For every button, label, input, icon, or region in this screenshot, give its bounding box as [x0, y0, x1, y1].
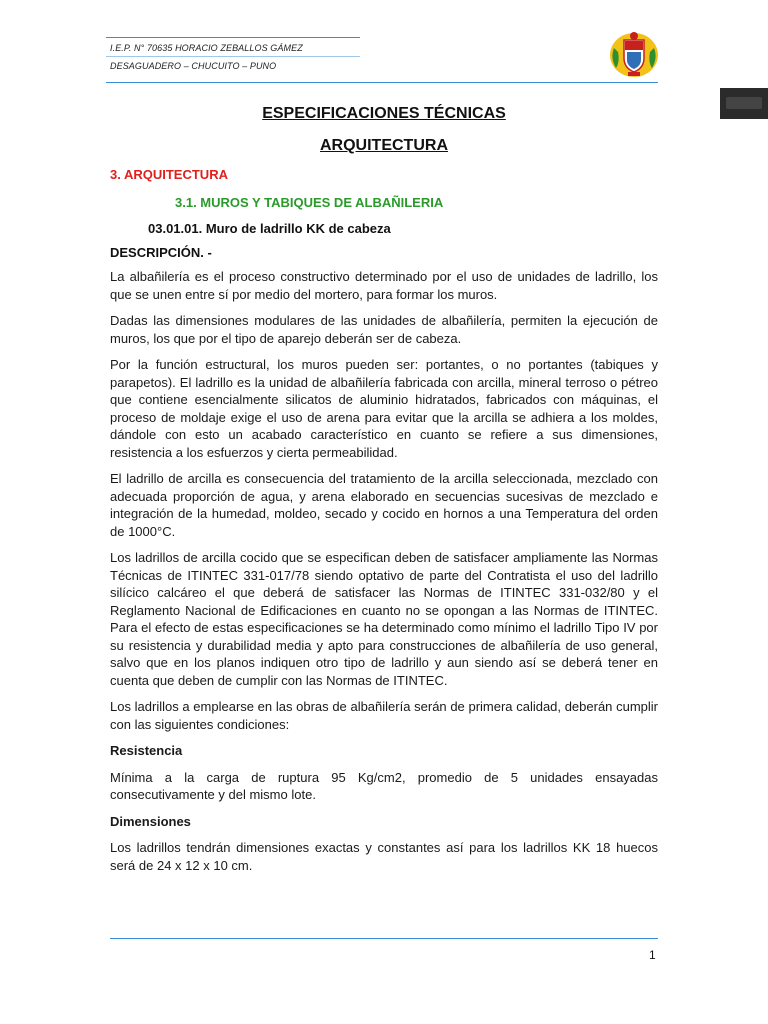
section-heading-3: 3. ARQUITECTURA: [110, 167, 228, 182]
crest-icon: [608, 28, 660, 80]
description-heading: DESCRIPCIÓN. -: [110, 245, 212, 260]
header-rule-bottom: [106, 82, 658, 83]
subheading-resistencia: Resistencia: [110, 743, 183, 758]
paragraph-5: Los ladrillos de arcilla cocido que se especifican deben de satisfacer ampliamente las Normas Técnicas de ITINTEC 331-017/78 siendo optativo de parte del Contratista el uso del ladrillo silícico calcáreo el que deberá de satisfacer las Normas de ITINTEC 331-032/80 y el Reglamento Nacional de Edificaciones en cuanto no se opongan a las Normas de ITINTEC. Para el efecto de estas especificaciones se ha determinado como mínimo el ladrillo Tipo IV por su resistencia y durabilidad media y apto para construcciones de albañilería de uso general, salvo que en los planos indiquen otro tipo de ladrillo y aun siendo así se deberá tener en cuenta que deben de cumplir con las Normas de ITINTEC.: [110, 550, 658, 688]
body-text: [110, 268, 658, 883]
page-number: 1: [649, 948, 656, 962]
header-location: DESAGUADERO – CHUCUITO – PUNO: [110, 61, 277, 71]
document-subtitle: ARQUITECTURA: [320, 137, 448, 154]
paragraph-8: Los ladrillos tendrán dimensiones exactas y constantes así para los ladrillos KK 18 huecos será de 24 x 12 x 10 cm.: [110, 840, 658, 873]
header-school-name: I.E.P. N° 70635 HORACIO ZEBALLOS GÁMEZ: [110, 43, 303, 53]
paragraph-7: Mínima a la carga de ruptura 95 Kg/cm2, promedio de 5 unidades ensayadas consecutivamente y del mismo lote.: [110, 769, 658, 802]
paragraph-3: Por la función estructural, los muros pueden ser: portantes, o no portantes (tabiques y parapetos). El ladrillo es la unidad de albañilería fabricada con arcilla, mineral terroso o pétreo que contiene esencialmente silicatos de aluminio hidratados, fabricados con máquinas, el proceso de moldaje exige el uso de arena para evitar que la arcilla se adhiera a los moldes, dándole con esto un acabado característico en cuanto se refiere a sus dimensiones, resistencia a los esfuerzos y cierta permeabilidad.: [110, 357, 658, 460]
document-title: ESPECIFICACIONES TÉCNICAS: [262, 105, 506, 122]
paragraph-1: La albañilería es el proceso constructivo determinado por el uso de unidades de ladrillo, los que se unen entre sí por medio del mortero, para formar los muros.: [110, 269, 658, 302]
header-rule-top: [106, 37, 360, 38]
footer-rule: [110, 938, 658, 939]
paragraph-6: Los ladrillos a emplearse en las obras de albañilería serán de primera calidad, deberán cumplir con las siguientes condiciones:: [110, 699, 658, 732]
header-rule-mid: [106, 56, 360, 57]
subheading-dimensiones: Dimensiones: [110, 813, 191, 829]
paragraph-2: Dadas las dimensiones modulares de las unidades de albañilería, permiten la ejecución de muros, los que por el tipo de aparejo deberán ser de cabeza.: [110, 313, 658, 346]
section-heading-03-01-01: 03.01.01. Muro de ladrillo KK de cabeza: [148, 221, 391, 236]
paragraph-4: El ladrillo de arcilla es consecuencia del tratamiento de la arcilla seleccionada, mezclado con adecuada proporción de agua, y arena elaborado en secuencias sucesivas de mezclado e integración de la humedad, moldeo, secado y cocido en hornos a una Temperatura del orden de 1000°C.: [110, 471, 658, 539]
section-heading-3-1: 3.1. MUROS Y TABIQUES DE ALBAÑILERIA: [175, 195, 444, 210]
